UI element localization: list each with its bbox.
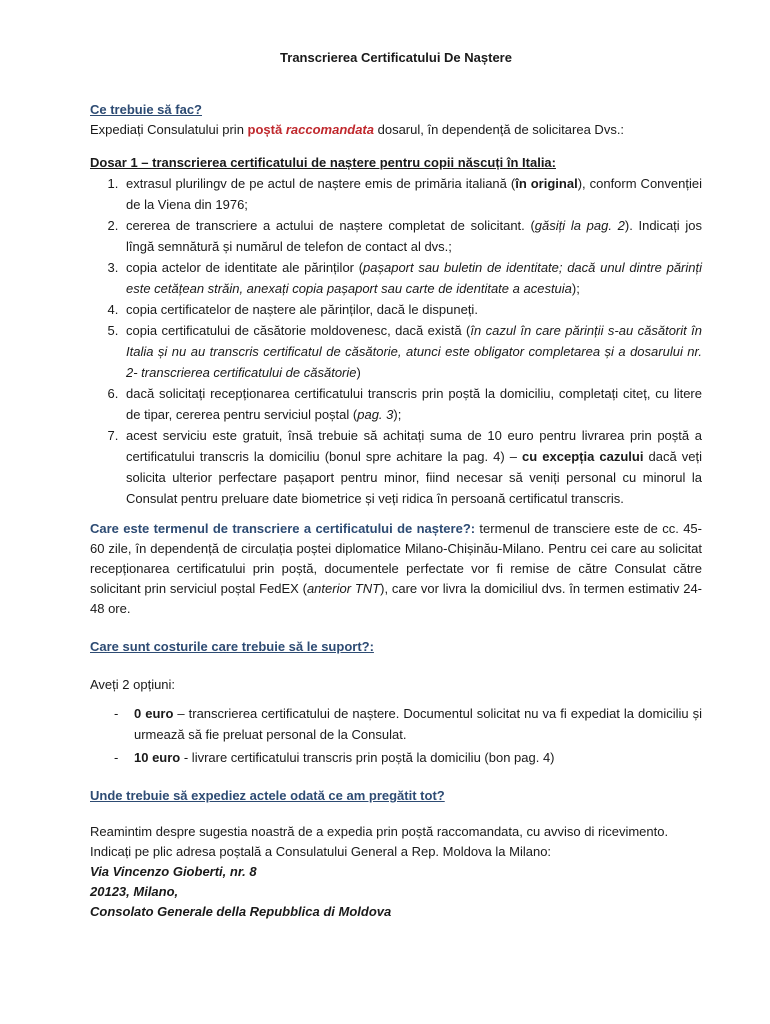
answer-what-to-do [90,120,702,140]
answer-text: Expediați Consulatului prin [90,122,248,137]
list-item: 7. acest serviciu este gratuit, însă trebuie să achitați suma de 10 euro pentru livrarea prin poștă a certificatului transcris la domiciliu (bonul spre achitare la pag. 4) – cu excepția cazului dacă veți solicita ulterior perfectare pașaport pentru minor, fiind necesar să veniți personal cu minorul la Consulat pentru preluare date biometrice și veți ridica în persoană certificatul transcris. [122,425,702,509]
bold-exception: cu excepția cazului [522,449,644,464]
bold-original: în original [515,176,578,191]
list-item: 4. copia certificatelor de naștere ale părinților, dacă le dispuneți. [122,299,702,320]
address-recipient: Consolato Generale della Repubblica di Moldova [90,904,392,919]
price-0: 0 euro [134,706,174,721]
dash-bullet: - [114,706,119,721]
dosar1-heading: Dosar 1 – transcrierea certificatului de naștere pentru copii născuți în Italia: [90,155,556,170]
address-street: Via Vincenzo Gioberti, nr. 8 [90,864,257,879]
question-where-send: Unde trebuie să expediez actele odată ce am pregătit tot? [90,788,445,803]
reminder-line: Reamintim despre sugestia noastră de a expedia prin poștă raccomandata, cu avviso di ricevimento. [90,824,669,839]
question-what-to-do: Ce trebuie să fac? [90,102,202,117]
dosar1-list [90,173,702,509]
address-intro: Indicați pe plic adresa poștală a Consulatului General a Rep. Moldova la Milano: [90,844,552,859]
answer-text-end: dosarul, în dependență de solicitarea Dvs.: [374,122,625,137]
list-item: 5. copia certificatului de căsătorie moldovenesc, dacă există (în cazul în care părinții s-au căsătorit în Italia și nu au transcris certificatul de căsătorie, atunci este obligator completarea și a dosarului nr. 2- transcrierea certificatului de căsătorie) [122,320,702,383]
price-10: 10 euro [134,750,181,765]
list-item: - 10 euro - livrare certificatului transcris prin poștă la domiciliu (bon pag. 4) [90,747,702,768]
question-term: Care este termenul de transcriere a certificatului de naștere?: [90,521,476,536]
address-city: 20123, Milano, [90,884,179,899]
italic-note: în cazul în care părinții s-au căsătorit în Italia și nu au transcris certificatul de căsătorie, atunci este obligator completarea și a dosarului nr. 2- transcrierea certificatului de căsătorie [126,323,702,380]
dash-bullet: - [114,750,119,765]
italic-note: pașaport sau buletin de identitate; dacă unul dintre părinți este cetățean străin, anexați copia pașaport sau carte de identitate a acestuia [126,260,702,296]
list-item: 3. copia actelor de identitate ale părinților (pașaport sau buletin de identitate; dacă unul dintre părinți este cetățean străin, anexați copia pașaport sau carte de identitate a acestuia); [122,257,702,299]
options-list [90,703,702,768]
list-item: 6. dacă solicitați recepționarea certificatului transcris prin poștă la domiciliu, completați citeț, cu litere de tipar, cererea pentru serviciul poștal (pag. 3); [122,383,702,425]
page-title: Transcrierea Certificatului De Naștere [280,50,512,65]
list-item: 1. extrasul plurilingv de pe actul de naștere emis de primăria italiană (în original), conform Convenției de la Viena din 1976; [122,173,702,215]
italic-tnt: anterior TNT [306,581,381,596]
term-paragraph: Care este termenul de transcriere a certificatului de naștere?: termenul de transciere este de cc. 45-60 zile, în dependență de circulația poștei diplomatice Milano-Chișinău-Milano. Pentru cei care au solicitat recepționarea certificatului prin poștă, documentele perfectate vor fi remise de către Consulat către solicitant prin serviciul poștal FedEX (anterior TNT), care vor livra la domiciliul dvs. în termen estimativ 24-48 ore. [90,521,702,616]
list-item: 2. cererea de transcriere a actului de naștere completat de solicitant. (găsiți la pag. 2). Indicați jos lîngă semnătură și numărul de telefon de contact al dvs.; [122,215,702,257]
list-item: - 0 euro – transcrierea certificatului de naștere. Documentul solicitat nu va fi expediat la domiciliu și urmează să fie preluat personal de la Consulat. [90,703,702,745]
options-intro: Aveți 2 opțiuni: [90,677,176,692]
highlight-raccomandata: raccomandata [285,122,374,137]
italic-ref: găsiți la pag. 2 [534,218,625,233]
question-costs: Care sunt costurile care trebuie să le suport?: [90,639,374,654]
highlight-posta: poștă [247,122,283,137]
italic-ref: pag. 3 [357,407,394,422]
